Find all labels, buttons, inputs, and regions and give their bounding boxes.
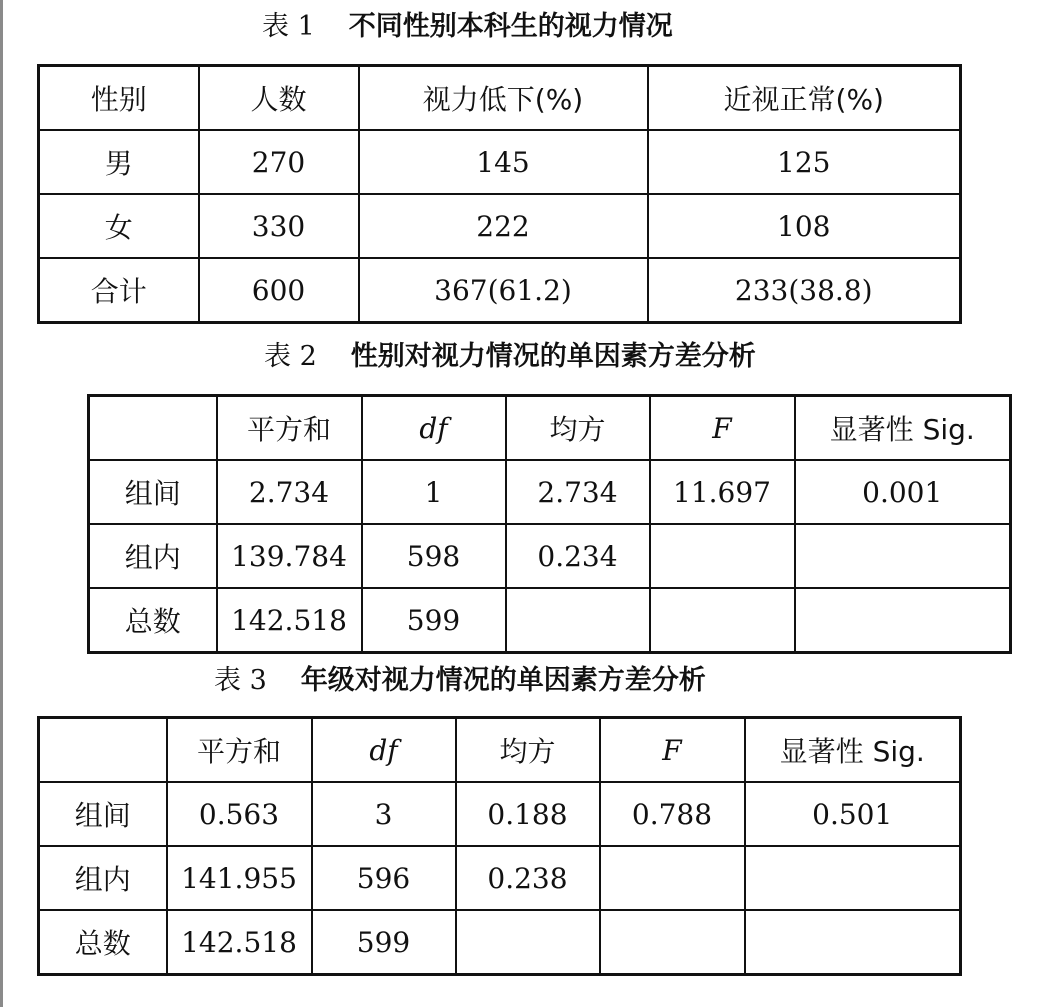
- header-cell: 均方: [456, 718, 600, 783]
- table-cell: 0.788: [600, 782, 745, 846]
- table-cell: [456, 910, 600, 975]
- table-cell: 2.734: [506, 460, 650, 524]
- row-label-cell: 总数: [89, 588, 217, 653]
- header-cell: 均方: [506, 396, 650, 461]
- table-row: [39, 782, 961, 846]
- table-3: [37, 716, 962, 976]
- table-cell: [795, 588, 1011, 653]
- header-cell: [39, 718, 167, 783]
- table-cell: 0.234: [506, 524, 650, 588]
- table-cell: 139.784: [217, 524, 362, 588]
- table-cell: 11.697: [650, 460, 795, 524]
- table-cell: 600: [199, 258, 359, 323]
- table-cell: 270: [199, 130, 359, 194]
- table-1: [37, 64, 962, 324]
- table-cell: 599: [312, 910, 456, 975]
- table-row: [89, 524, 1011, 588]
- header-cell: 视力低下(%): [359, 66, 648, 131]
- row-label-cell: 组内: [39, 846, 167, 910]
- table-2-caption-number: 表 2: [264, 341, 317, 372]
- row-label-cell: 组间: [89, 460, 217, 524]
- header-cell: 显著性 Sig.: [745, 718, 961, 783]
- table-3-caption-number: 表 3: [214, 665, 267, 696]
- table-cell: 233(38.8): [648, 258, 961, 323]
- header-cell: F: [650, 396, 795, 461]
- table-cell: [795, 524, 1011, 588]
- table-2-caption-title: 性别对视力情况的单因素方差分析: [350, 341, 756, 372]
- table-cell: 599: [362, 588, 506, 653]
- header-cell: 性别: [39, 66, 199, 131]
- table-cell: 142.518: [167, 910, 312, 975]
- table-cell: [600, 846, 745, 910]
- table-cell: 0.238: [456, 846, 600, 910]
- header-cell: [89, 396, 217, 461]
- table-cell: 145: [359, 130, 648, 194]
- table-cell: 141.955: [167, 846, 312, 910]
- table-cell: [506, 588, 650, 653]
- table-cell: 596: [312, 846, 456, 910]
- table-cell: [600, 910, 745, 975]
- table-row: [39, 258, 961, 323]
- table-cell: 2.734: [217, 460, 362, 524]
- table-cell: 330: [199, 194, 359, 258]
- table-3-header-row: [39, 718, 961, 783]
- header-cell: 平方和: [167, 718, 312, 783]
- table-cell: 598: [362, 524, 506, 588]
- table-row: [39, 194, 961, 258]
- page-left-edge: [0, 0, 3, 1007]
- row-label-cell: 组间: [39, 782, 167, 846]
- row-label-cell: 组内: [89, 524, 217, 588]
- table-cell: 0.001: [795, 460, 1011, 524]
- table-cell: 367(61.2): [359, 258, 648, 323]
- table-2-header-row: [89, 396, 1011, 461]
- table-cell: 142.518: [217, 588, 362, 653]
- table-cell: 3: [312, 782, 456, 846]
- header-cell: 平方和: [217, 396, 362, 461]
- table-cell: 222: [359, 194, 648, 258]
- table-row: [89, 460, 1011, 524]
- table-3-caption: [214, 664, 706, 698]
- table-cell: [745, 846, 961, 910]
- table-cell: 125: [648, 130, 961, 194]
- row-label-cell: 总数: [39, 910, 167, 975]
- row-label-cell: 合计: [39, 258, 199, 323]
- row-label-cell: 男: [39, 130, 199, 194]
- table-2: [87, 394, 1012, 654]
- table-3-caption-title: 年级对视力情况的单因素方差分析: [300, 665, 706, 696]
- row-label-cell: 女: [39, 194, 199, 258]
- table-1-caption-number: 表 1: [262, 11, 315, 42]
- header-cell: 人数: [199, 66, 359, 131]
- table-cell: 0.563: [167, 782, 312, 846]
- table-row: [39, 910, 961, 975]
- table-row: [89, 588, 1011, 653]
- table-cell: [745, 910, 961, 975]
- table-cell: 1: [362, 460, 506, 524]
- table-cell: 108: [648, 194, 961, 258]
- table-cell: 0.501: [745, 782, 961, 846]
- table-cell: [650, 588, 795, 653]
- header-cell: df: [362, 396, 506, 461]
- table-1-caption-title: 不同性别本科生的视力情况: [348, 11, 673, 42]
- table-cell: [650, 524, 795, 588]
- header-cell: 显著性 Sig.: [795, 396, 1011, 461]
- table-row: [39, 130, 961, 194]
- table-2-caption: [264, 340, 756, 374]
- header-cell: 近视正常(%): [648, 66, 961, 131]
- header-cell: F: [600, 718, 745, 783]
- table-1-caption: [262, 10, 673, 44]
- table-row: [39, 846, 961, 910]
- table-cell: 0.188: [456, 782, 600, 846]
- header-cell: df: [312, 718, 456, 783]
- table-1-header-row: [39, 66, 961, 131]
